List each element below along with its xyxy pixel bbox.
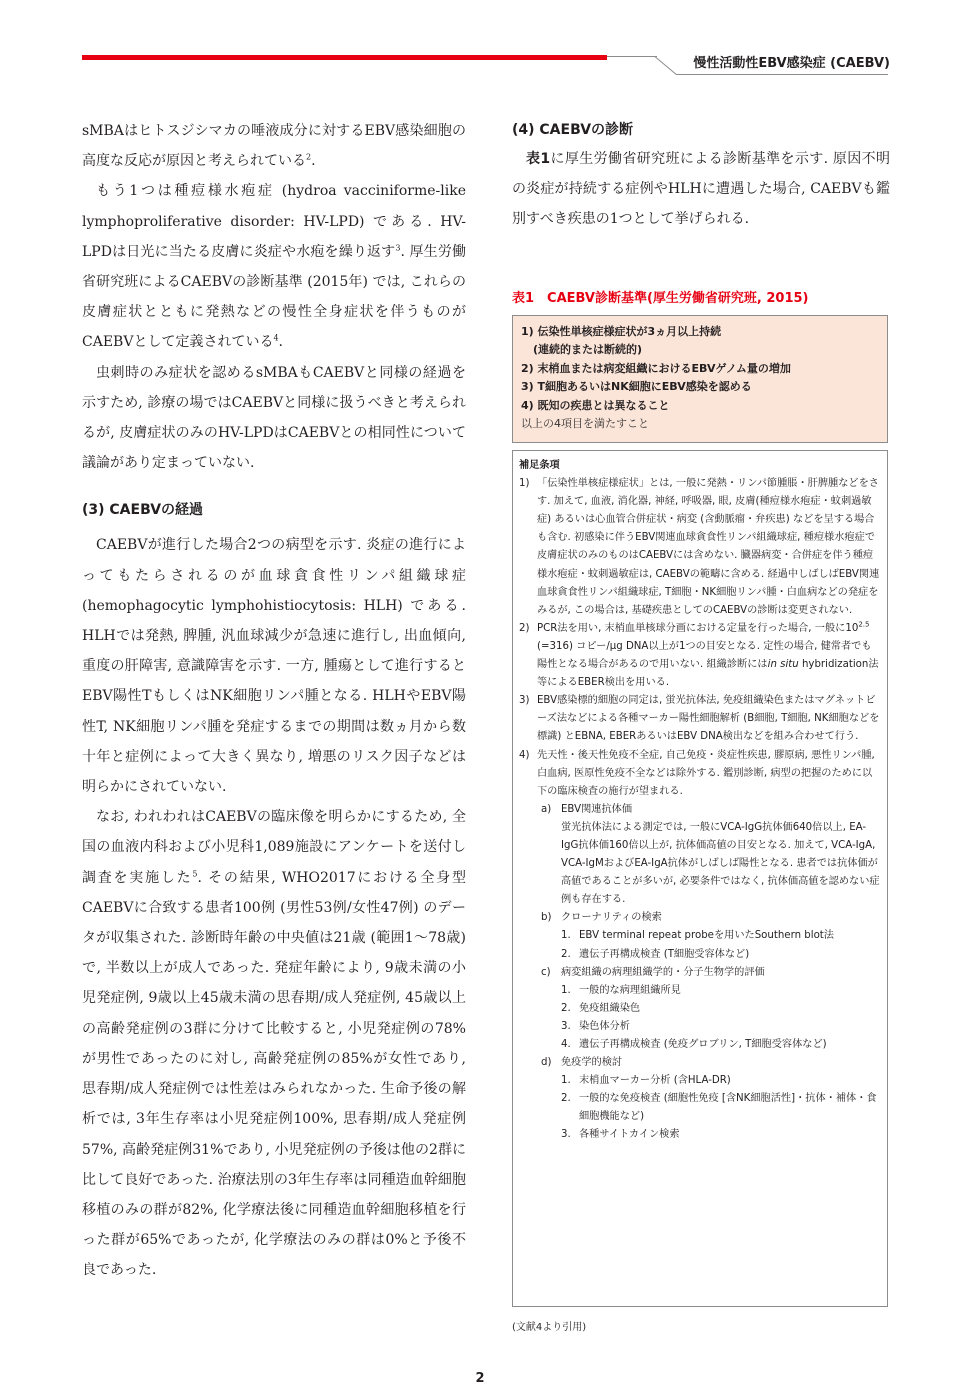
criterion: 3) T細胞あるいはNK細胞にEBV感染を認める: [521, 380, 752, 394]
paragraph: 表1に厚生労働省研究班による診断基準を示す. 原因不明の炎症が持続する症例やHLHに遭遇した場合, CAEBVも鑑別すべき疾患の1つとして挙げられる.: [512, 151, 890, 227]
criterion-note: (連続的または断続的): [533, 343, 643, 357]
paragraph: sMBAはヒトスジシマカの唾液成分に対するEBV感染細胞の高度な反応が原因と考えられている$^2$.: [82, 123, 466, 170]
note-subitem: a) EBV関連抗体価: [541, 803, 633, 815]
criterion: 2) 末梢血または病変組織におけるEBVゲノム量の増加: [521, 361, 791, 375]
note-list-item: 3. 各種サイトカイン検索: [561, 1129, 680, 1141]
paragraph: なお, われわれはCAEBVの臨床像を明らかにするため, 全国の血液内科および小児科1,089施設にアンケートを送付し調査を実施した$^5$. その結果, WHO2017における全身型CAEBVに合致する患者100例 (男性53例/女性47例) のデータが収集された. 診断時年齢の中央値は21歳 (範囲1〜78歳) で, 半数以上が成人であった. 発症年齢により, 9歳未満の小児発症例, 9歳以上45歳未満の思春期/成人発症例, 45歳以上の高齢発症例の3群に分けて比較すると, 小児発症例の78%が男性であったのに対し, 高齢発症例の85%が女性であり, 思春期/成人発症例では性差はみられなかった. 生命予後の解析では, 3年生存率は小児発症例100%, 思春期/成人発症例57%, 高齢発症例31%であり, 小児発症例の予後は他の2群に比して良好であった. 治療法別の3年生存率は同種造血幹細胞移植のみの群が82%, 化学療法後に同種造血幹細胞移植を行った群が65%であったが, 化学療法のみの群は0%と予後不良であった.: [82, 809, 466, 1279]
page-number: 2: [475, 1371, 485, 1386]
header-accent-bar: [82, 55, 607, 60]
note-subitem: c) 病変組織の病理組織学的・分子生物学的評価: [541, 966, 765, 978]
note-item: 3) EBV感染標的細胞の同定は, 蛍光抗体法, 免疫組織染色またはマグネットビーズ法などによる各種マーカー陽性細胞解析 (B細胞, T細胞, NK細胞などを標識) とEBNA, EBERあるいはEBV DNA検出などを組み合わせて行う.: [519, 695, 880, 743]
header-rule-right: [676, 74, 888, 75]
notes-heading: 補足条項: [519, 460, 560, 471]
section-heading: (4) CAEBVの診断: [512, 122, 634, 138]
note-list-item: 2. 一般的な免疫検査 (細胞性免疫 [含NK細胞活性]・抗体・補体・食細胞機能など): [561, 1093, 877, 1123]
left-column: [82, 116, 466, 1286]
note-item: 1) 「伝染性単核症様症状」とは, 一般に発熱・リンパ節腫脹・肝脾腫などをさす. 加えて, 血液, 消化器, 神経, 呼吸器, 眼, 皮膚(種痘様水疱症・蚊刺過敏症) あるいは心血管合併症状・病変 (含動脈瘤・弁疾患) などを呈する場合も含む. 初感染に伴うEBV関連血球貪食性リンパ組織球症, 種痘様水疱症で皮膚症状のみのものはCAEBVには含めない. 臓器病変・合併症を伴う種痘様水疱症・蚊刺過敏症は, CAEBVの範疇に含める. 経過中しばしばEBV関連血球貪食性リンパ組織球症, T細胞・NK細胞リンパ腫・白血病などの発症をみるが, この場合は, 基礎疾患としてのCAEBVの診断は変更されない.: [519, 478, 880, 616]
note-list-item: 2. 免疫組織染色: [561, 1002, 641, 1014]
section-heading: (3) CAEBVの経過: [82, 502, 204, 519]
note-subtext: 蛍光抗体法による測定では, 一般にVCA-IgG抗体価640倍以上, EA-IgG抗体価160倍以上が, 抗体価高値の目安となる. 加えて, VCA-IgA, VCA-IgMおよびEA-IgA抗体がしばしば陽性となる. 患者では抗体価が高値であることが多いが, 必要条件ではなく, 抗体価高値を認めない症例も存在する.: [561, 821, 880, 906]
note-list-item: 1. 末梢血マーカー分析 (含HLA-DR): [561, 1075, 731, 1087]
note-list-item: 2. 遺伝子再構成検査 (T細胞受容体など): [561, 948, 750, 960]
criterion: 4) 既知の疾患とは異なること: [521, 398, 670, 412]
header-rule: [607, 56, 657, 57]
criteria-box: [512, 315, 888, 443]
note-subitem: d) 免疫学的検討: [541, 1057, 623, 1069]
table-title: 表1 CAEBV診断基準(厚生労働省研究班, 2015): [512, 291, 809, 306]
paragraph: もう1つは種痘様水疱症 (hydroa vacciniforme-like lymphoproliferative disorder: HV-LPD) である. HV-LPDは日光に当たる皮膚に炎症や水疱を繰り返す$^3$. 厚生労働省研究班によるCAEBVの診断基準 (2015年) では, これらの皮膚症状とともに発熱などの慢性全身症状を伴うものがCAEBVとして定義されている$^4$.: [82, 183, 466, 351]
criteria-footer: 以上の4項目を満たすこと: [521, 417, 649, 431]
paragraph: CAEBVが進行した場合2つの病型を示す. 炎症の進行によってもたらされるのが血球貪食性リンパ組織球症 (hemophagocytic lymphohistiocytosis: HLH) である. HLHでは発熱, 脾腫, 汎血球減少が急速に進行し, 出血傾向, 重度の肝障害, 意識障害を示す. 一方, 腫瘍として進行するとEBV陽性TもしくはNK細胞リンパ腫となる. HLHやEBV陽性T, NK細胞リンパ腫を発症するまでの期間は数ヵ月から数十年と症例によって大きく異なり, 増悪のリスク因子などは明らかにされていない.: [82, 537, 466, 796]
note-list-item: 1. 一般的な病理組織所見: [561, 984, 681, 996]
supplementary-notes-box: [512, 450, 888, 1307]
note-list-item: 3. 染色体分析: [561, 1020, 630, 1032]
note-item: 2) PCR法を用い, 末梢血単核球分画における定量を行った場合, 一般に$10^{2.5}$ (=316) コピー/μg DNA以上が1つの目安となる. 定性の場合, 健常者でも陽性となる場合があるので用いない. 組織診断にはin situ hybridization法等によるEBER検出を用いる.: [519, 620, 879, 689]
note-list-item: 1. EBV terminal repeat probeを用いたSouthern blot法: [561, 930, 834, 942]
criterion: 1) 伝染性単核症様症状が3ヵ月以上持続: [521, 325, 722, 338]
table-source: (文献4より引用): [512, 1322, 587, 1333]
right-column: [512, 116, 890, 234]
paragraph: 虫刺時のみ症状を認めるsMBAもCAEBVと同様の経過を示すため, 診療の場ではCAEBVと同様に扱うべきと考えられるが, 皮膚症状のみのHV-LPDはCAEBVとの相同性について議論があり定まっていない.: [82, 364, 466, 472]
running-title: 慢性活動性EBV感染症 (CAEBV): [693, 56, 890, 71]
header-rule-slant: [654, 56, 676, 75]
note-subitem: b) クローナリティの検索: [541, 912, 662, 924]
note-item: 4) 先天性・後天性免疫不全症, 自己免疫・炎症性疾患, 膠原病, 悪性リンパ腫, 白血病, 医原性免疫不全などは除外する. 鑑別診断, 病型の把握のために以下の臨床検査の施行が望まれる.: [519, 749, 875, 797]
note-list-item: 4. 遺伝子再構成検査 (免疫グロブリン, T細胞受容体など): [561, 1039, 827, 1050]
